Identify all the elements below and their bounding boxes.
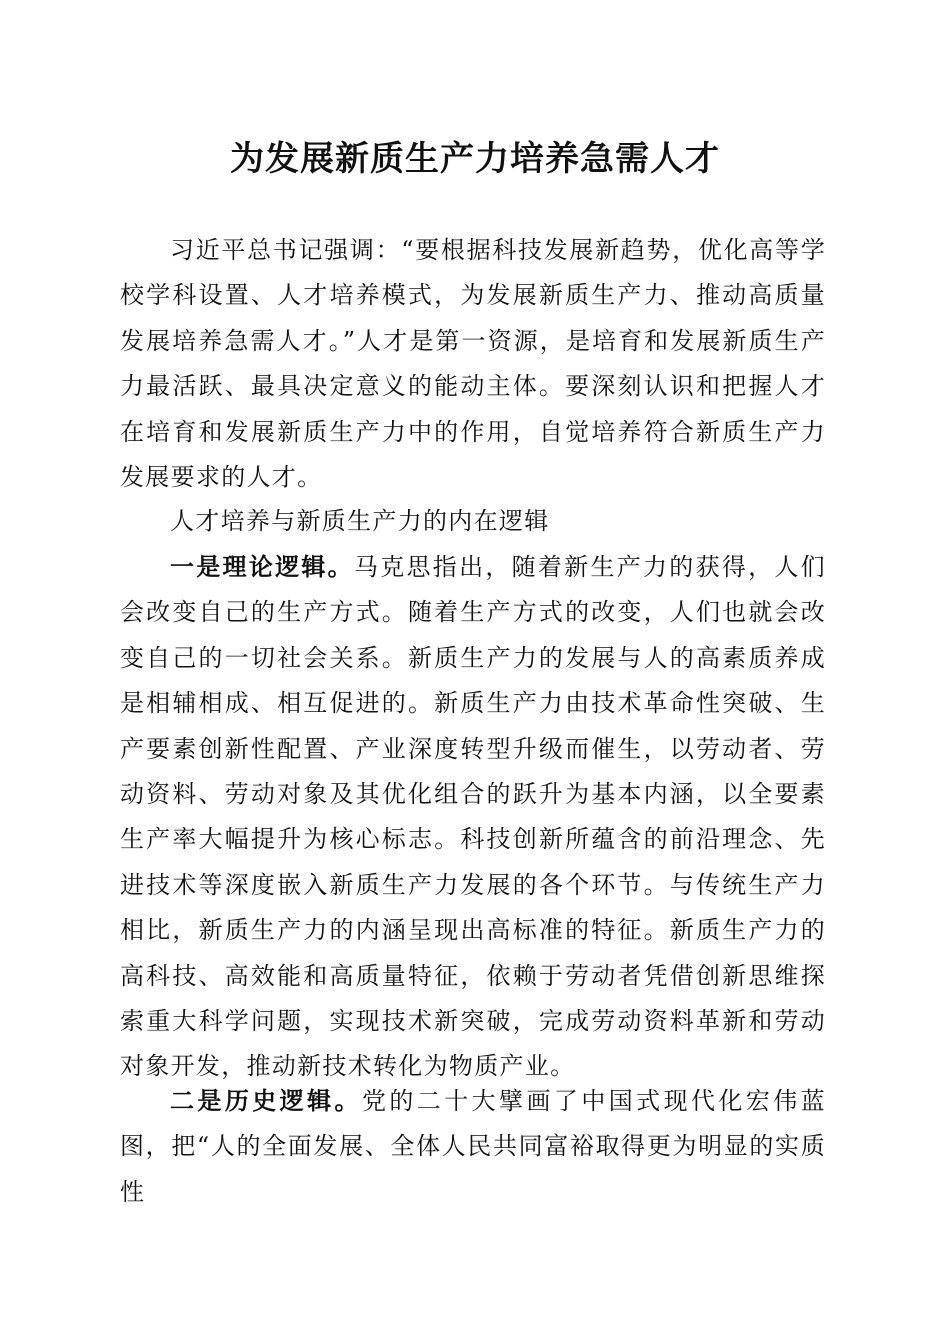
paragraph-theory-lead: 一是理论逻辑。 [170,552,354,581]
paragraph-history-lead: 二是历史逻辑。 [170,1086,362,1115]
document-title: 为发展新质生产力培养急需人才 [230,139,720,179]
section-heading-text: 人才培养与新质生产力的内在逻辑 [170,507,550,535]
paragraph-intro-text: 习近平总书记强调：“要根据科技发展新趋势，优化高等学校学科设置、人才培养模式，为发展新质生产力、推动高质量发展培养急需人才。”人才是第一资源，是培育和发展新质生产力最活跃、最具决定意义的能动主体。要深刻认识和把握人才在培育和发展新质生产力中的作用，自觉培养符合新质生产力发展要求的人才。 [120,236,826,492]
paragraph-theory-logic [120,544,826,1090]
paragraph-intro [120,228,826,500]
section-heading [120,499,826,544]
paragraph-theory-text: 马克思指出，随着新生产力的获得，人们会改变自己的生产方式。随着生产方式的改变，人们也就会改变自己的一切社会关系。新质生产力的发展与人的高素质养成是相辅相成、相互促进的。新质生产力由技术革命性突破、生产要素创新性配置、产业深度转型升级而催生，以劳动者、劳动资料、劳动对象及其优化组合的跃升为基本内涵，以全要素生产率大幅提升为核心标志。科技创新所蕴含的前沿理念、先进技术等深度嵌入新质生产力发展的各个环节。与传统生产力相比，新质生产力的内涵呈现出高标准的特征。新质生产力的高科技、高效能和高质量特征，依赖于劳动者凭借创新思维探索重大科学问题，实现技术新突破，完成劳动资料革新和劳动对象开发，推动新技术转化为物质产业。 [120,553,826,1081]
paragraph-history-text: 党的二十大擘画了中国式现代化宏伟蓝图，把“人的全面发展、全体人民共同富裕取得更为明显的实质性 [120,1087,826,1206]
paragraph-history-logic [120,1078,826,1215]
